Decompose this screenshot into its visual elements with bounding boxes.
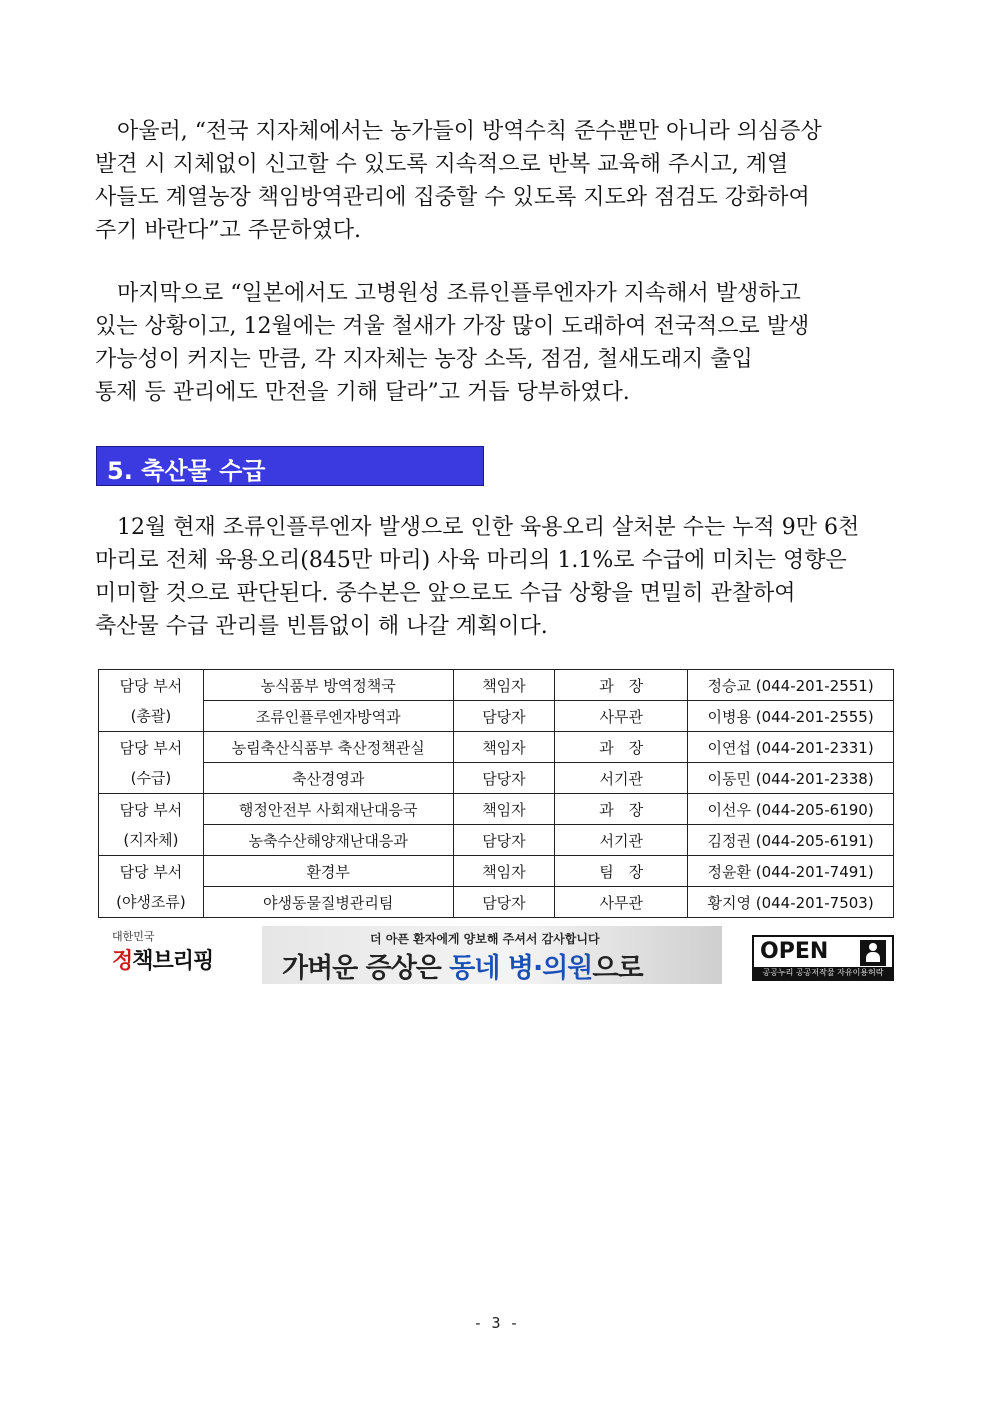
paragraph-line: 사들도 계열농장 책임방역관리에 집중할 수 있도록 지도와 점검도 강화하여	[95, 185, 810, 210]
paragraph-line: 마지막으로 “일본에서도 고병원성 조류인플루엔자가 지속해서 발생하고	[95, 281, 801, 306]
role-cell: 책임자	[453, 794, 555, 825]
dept-sub: (총괄)	[130, 706, 172, 725]
table-row	[99, 732, 894, 763]
table-row	[99, 763, 894, 794]
title-cell: 과 장	[555, 732, 688, 763]
title-cell: 서기관	[555, 763, 688, 794]
table-row	[99, 825, 894, 856]
org-cell: 농식품부 방역정책국	[203, 670, 453, 701]
person-cell: 김정권 (044-205-6191)	[688, 825, 894, 856]
dept-label: 담당 부서	[119, 676, 183, 695]
dept-label: 담당 부서	[119, 862, 183, 881]
section-heading-text: 5. 축산물 수급	[107, 457, 266, 485]
paragraph-line: 가능성이 커지는 만큼, 각 지자체는 농장 소독, 점검, 철새도래지 출입	[95, 347, 753, 372]
banner-main-text: 가벼운 증상은 동네 병·의원으로	[282, 953, 643, 984]
paragraph-2	[95, 277, 895, 409]
role-cell: 담당자	[453, 825, 555, 856]
campaign-banner[interactable]	[262, 926, 722, 984]
title-cell: 팀 장	[555, 856, 688, 887]
paragraph-line: 있는 상황이고, 12월에는 겨울 철새가 가장 많이 도래하여 전국적으로 발생	[95, 314, 810, 339]
table-row	[99, 701, 894, 732]
role-cell: 담당자	[453, 887, 555, 918]
role-cell: 책임자	[453, 670, 555, 701]
dept-label: 담당 부서	[119, 738, 183, 757]
role-cell: 담당자	[453, 763, 555, 794]
dept-sub: (야생조류)	[116, 892, 186, 911]
org-cell: 행정안전부 사회재난대응국	[203, 794, 453, 825]
table-row	[99, 856, 894, 887]
section-heading	[96, 446, 484, 486]
person-cell: 이선우 (044-205-6190)	[688, 794, 894, 825]
org-cell: 농림축산식품부 축산정책관실	[203, 732, 453, 763]
paragraph-line: 미미할 것으로 판단된다. 중수본은 앞으로도 수급 상황을 면밀히 관찰하여	[95, 581, 796, 606]
title-cell: 사무관	[555, 887, 688, 918]
person-cell: 정승교 (044-201-2551)	[688, 670, 894, 701]
title-cell: 과 장	[555, 670, 688, 701]
paragraph-3	[95, 511, 895, 643]
role-cell: 담당자	[453, 701, 555, 732]
table-row	[99, 794, 894, 825]
attribution-icon	[860, 940, 886, 966]
paragraph-line: 마리로 전체 육용오리(845만 마리) 사육 마리의 1.1%로 수급에 미치는 영향은	[95, 548, 847, 573]
role-cell: 책임자	[453, 856, 555, 887]
open-license-caption: 공공누리 공공저작물 자유이용허락	[754, 967, 892, 979]
paragraph-line: 주기 바란다”고 주문하였다.	[95, 218, 361, 243]
title-cell: 서기관	[555, 825, 688, 856]
dept-sub: (지자체)	[123, 830, 179, 849]
dept-label: 담당 부서	[119, 800, 183, 819]
dept-cell	[99, 794, 204, 856]
org-cell: 농축수산해양재난대응과	[203, 825, 453, 856]
paragraph-line: 아울러, “전국 지자체에서는 농가들이 방역수칙 준수뿐만 아니라 의심증상	[95, 119, 822, 144]
page-number: - 3 -	[473, 1314, 519, 1332]
paragraph-line: 통제 등 관리에도 만전을 기해 달라”고 거듭 당부하였다.	[95, 380, 630, 405]
org-cell: 야생동물질병관리팀	[203, 887, 453, 918]
open-license-badge[interactable]	[752, 935, 894, 981]
title-cell: 과 장	[555, 794, 688, 825]
paragraph-line: 12월 현재 조류인플루엔자 발생으로 인한 육용오리 살처분 수는 누적 9만 6천	[95, 515, 860, 540]
dept-cell	[99, 856, 204, 918]
person-cell: 이연섭 (044-201-2331)	[688, 732, 894, 763]
banner-top-text: 더 아픈 환자에게 양보해 주셔서 감사합니다	[370, 932, 600, 946]
org-cell: 환경부	[203, 856, 453, 887]
logo-small-text: 대한민국	[112, 930, 155, 943]
contact-table	[98, 669, 894, 918]
title-cell: 사무관	[555, 701, 688, 732]
person-cell: 정윤환 (044-201-7491)	[688, 856, 894, 887]
dept-sub: (수급)	[130, 768, 172, 787]
paragraph-line: 발견 시 지체없이 신고할 수 있도록 지속적으로 반복 교육해 주시고, 계열	[95, 152, 789, 177]
logo-big-text: 정책브리핑	[112, 949, 214, 974]
table-row	[99, 670, 894, 701]
org-cell: 축산경영과	[203, 763, 453, 794]
dept-cell	[99, 670, 204, 732]
open-word: OPEN	[760, 939, 829, 964]
role-cell: 책임자	[453, 732, 555, 763]
person-cell: 이동민 (044-201-2338)	[688, 763, 894, 794]
policy-briefing-logo[interactable]	[112, 928, 232, 984]
person-cell: 이병용 (044-201-2555)	[688, 701, 894, 732]
person-cell: 황지영 (044-201-7503)	[688, 887, 894, 918]
org-cell: 조류인플루엔자방역과	[203, 701, 453, 732]
paragraph-1	[95, 115, 895, 247]
paragraph-line: 축산물 수급 관리를 빈틈없이 해 나갈 계획이다.	[95, 614, 548, 639]
table-row	[99, 887, 894, 918]
dept-cell	[99, 732, 204, 794]
